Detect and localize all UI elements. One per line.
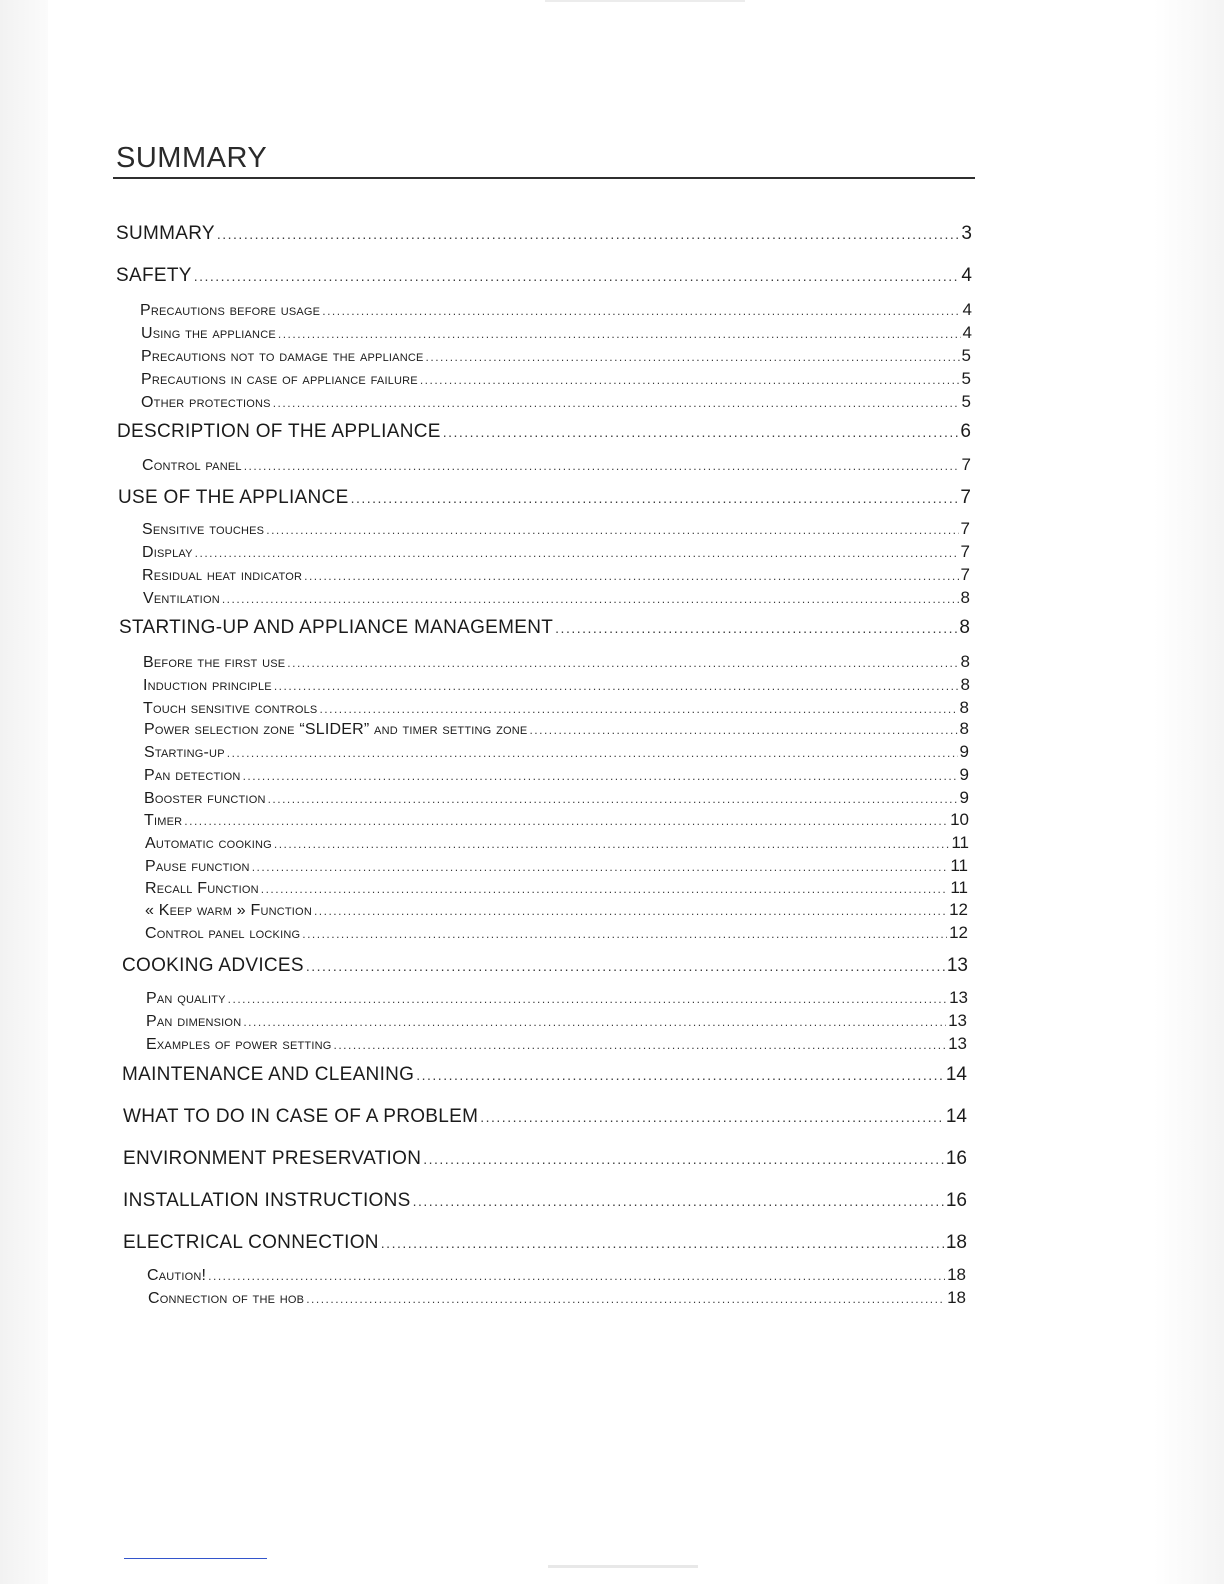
dot-leader [208, 1269, 945, 1283]
toc-page-number: 8 [960, 588, 970, 607]
toc-section[interactable] [123, 1232, 967, 1256]
toc-label: Control panel [142, 457, 242, 474]
toc-subsection[interactable] [145, 878, 968, 898]
dot-leader [278, 327, 961, 341]
toc-label: Timer [144, 812, 183, 829]
dot-leader [306, 958, 945, 974]
toc-label: Precautions not to damage the appliance [141, 348, 424, 365]
toc-subsection[interactable] [141, 369, 971, 389]
toc-label: Automatic cooking [145, 835, 272, 852]
dot-leader [306, 1292, 945, 1306]
toc-subsection[interactable] [144, 742, 969, 762]
toc-section[interactable] [116, 265, 972, 289]
dot-leader [228, 992, 947, 1006]
toc-label: Examples of power setting [146, 1036, 332, 1053]
toc-section[interactable] [123, 1190, 967, 1214]
toc-label: Pan detection [144, 767, 241, 784]
toc-page-number: 7 [960, 542, 970, 561]
toc-subsection[interactable] [143, 652, 970, 672]
toc-page-number: 8 [960, 675, 970, 694]
toc-page-number: 10 [950, 810, 969, 829]
toc-label: Before the first use [143, 654, 286, 671]
toc-section[interactable] [116, 223, 972, 247]
toc-label: Pause function [145, 858, 250, 875]
toc-page-number: 18 [947, 1288, 966, 1307]
toc-page-number: 11 [950, 856, 968, 875]
toc-page-number: 13 [948, 1011, 967, 1030]
page-title: SUMMARY [116, 142, 268, 174]
dot-leader [222, 592, 959, 606]
dot-leader [351, 490, 959, 506]
dot-leader [420, 373, 960, 387]
toc-section[interactable] [119, 617, 970, 641]
toc-subsection[interactable] [145, 900, 968, 920]
toc-page-number: 13 [946, 955, 968, 976]
toc-label: Pan dimension [146, 1013, 242, 1030]
toc-page-number: 5 [961, 369, 971, 388]
dot-leader [274, 679, 959, 693]
toc-label: Using the appliance [141, 325, 276, 342]
toc-label: SUMMARY [116, 223, 215, 244]
toc-page-number: 4 [961, 265, 972, 286]
toc-label: Sensitive touches [142, 521, 265, 538]
toc-subsection[interactable] [143, 588, 970, 608]
dot-leader [268, 792, 958, 806]
dot-leader [426, 350, 960, 364]
scan-mark-bottom [548, 1565, 698, 1568]
dot-leader [555, 620, 957, 636]
toc-label: Residual heat indicator [142, 567, 303, 584]
toc-page-number: 16 [945, 1148, 967, 1169]
dot-leader [184, 814, 948, 828]
toc-subsection[interactable] [143, 675, 970, 695]
toc-section[interactable] [123, 1148, 967, 1172]
footer-link-underline [124, 1558, 267, 1559]
dot-leader [194, 268, 960, 284]
toc-subsection[interactable] [145, 923, 968, 943]
toc-label: USE OF THE APPLIANCE [118, 487, 349, 508]
toc-subsection[interactable] [142, 542, 970, 562]
dot-leader [266, 523, 958, 537]
toc-page-number: 9 [959, 788, 969, 807]
toc-subsection[interactable] [140, 300, 972, 320]
toc-subsection[interactable] [144, 719, 969, 739]
dot-leader [261, 882, 949, 896]
toc-subsection[interactable] [143, 698, 969, 718]
toc-label: SAFETY [116, 265, 192, 286]
toc-subsection[interactable] [146, 988, 968, 1008]
toc-subsection[interactable] [144, 810, 969, 830]
dot-leader [381, 1235, 944, 1251]
toc-page-number: 16 [945, 1190, 967, 1211]
dot-leader [273, 396, 960, 410]
toc-page-number: 4 [962, 300, 972, 319]
toc-subsection[interactable] [141, 323, 972, 343]
toc-subsection[interactable] [148, 1288, 966, 1308]
toc-section[interactable] [123, 1106, 967, 1130]
dot-leader [244, 459, 960, 473]
dot-leader [304, 569, 958, 583]
toc-subsection[interactable] [141, 346, 971, 366]
toc-label: Booster function [144, 790, 266, 807]
dot-leader [322, 304, 960, 318]
toc-section[interactable] [118, 487, 971, 511]
toc-subsection[interactable] [142, 455, 971, 475]
toc-label: Display [142, 544, 193, 561]
toc-label: Pan quality [146, 990, 226, 1007]
dot-leader [333, 1038, 946, 1052]
toc-label: Connection of the hob [148, 1290, 305, 1307]
toc-page-number: 9 [959, 742, 969, 761]
toc-label: DESCRIPTION OF THE APPLIANCE [117, 421, 441, 442]
toc-page-number: 11 [950, 878, 968, 897]
toc-label: ENVIRONMENT PRESERVATION [123, 1148, 422, 1169]
toc-label: Power selection zone “SLIDER” and timer setting zone [144, 721, 528, 738]
dot-leader [529, 723, 957, 737]
toc-page-number: 8 [959, 719, 969, 738]
dot-leader [416, 1067, 944, 1083]
dot-leader [243, 1015, 946, 1029]
toc-page-number: 8 [959, 698, 969, 717]
toc-page-number: 14 [945, 1064, 967, 1085]
toc-page-number: 7 [960, 487, 971, 508]
toc-label: Induction principle [143, 677, 272, 694]
toc-page-number: 5 [961, 392, 971, 411]
toc-label: STARTING-UP AND APPLIANCE MANAGEMENT [119, 617, 554, 638]
toc-label: Precautions in case of appliance failure [141, 371, 418, 388]
dot-leader [274, 837, 949, 851]
toc-page-number: 5 [961, 346, 971, 365]
toc-page-number: 3 [961, 223, 972, 244]
toc-page-number: 8 [960, 652, 970, 671]
toc-subsection[interactable] [144, 765, 969, 785]
toc-label: Other protections [141, 394, 271, 411]
dot-leader [217, 226, 960, 242]
toc-subsection[interactable] [147, 1265, 966, 1285]
toc-page-number: 14 [945, 1106, 967, 1127]
toc-label: COOKING ADVICES [122, 955, 304, 976]
dot-leader [227, 746, 958, 760]
dot-leader [302, 927, 947, 941]
dot-leader [443, 424, 959, 440]
toc-label: Recall Function [145, 880, 259, 897]
toc-label: Ventilation [143, 590, 220, 607]
dot-leader [252, 860, 949, 874]
dot-leader [413, 1193, 944, 1209]
toc-page-number: 9 [959, 765, 969, 784]
toc-label: Starting-up [144, 744, 225, 761]
toc-page-number: 11 [951, 833, 969, 852]
toc-page-number: 18 [945, 1232, 967, 1253]
toc-label: Control panel locking [145, 925, 301, 942]
dot-leader [480, 1109, 944, 1125]
toc-label: « Keep warm » Function [145, 902, 312, 919]
toc-subsection[interactable] [142, 519, 970, 539]
toc-subsection[interactable] [146, 1034, 967, 1054]
toc-subsection[interactable] [142, 565, 970, 585]
toc-label: INSTALLATION INSTRUCTIONS [123, 1190, 411, 1211]
toc-page-number: 18 [947, 1265, 966, 1284]
toc-subsection[interactable] [141, 392, 971, 412]
toc-page-number: 7 [961, 455, 971, 474]
toc-page-number: 13 [948, 1034, 967, 1053]
toc-page-number: 7 [960, 565, 970, 584]
toc-page-number: 7 [960, 519, 970, 538]
dot-leader [195, 546, 959, 560]
toc-section[interactable] [122, 1064, 967, 1088]
toc-label: MAINTENANCE AND CLEANING [122, 1064, 415, 1085]
toc-label: Precautions before usage [140, 302, 321, 319]
toc-subsection[interactable] [144, 788, 969, 808]
toc-page-number: 6 [960, 421, 971, 442]
toc-label: Caution! [147, 1267, 207, 1284]
dot-leader [423, 1151, 944, 1167]
toc-section[interactable] [122, 955, 968, 979]
toc-label: WHAT TO DO IN CASE OF A PROBLEM [123, 1106, 479, 1127]
toc-page-number: 12 [949, 900, 968, 919]
toc-label: ELECTRICAL CONNECTION [123, 1232, 379, 1253]
toc-section[interactable] [117, 421, 971, 445]
dot-leader [287, 656, 958, 670]
toc-page-number: 12 [949, 923, 968, 942]
toc-subsection[interactable] [146, 1011, 967, 1031]
dot-leader [314, 904, 947, 918]
toc-page-number: 4 [962, 323, 972, 342]
toc-subsection[interactable] [145, 856, 968, 876]
dot-leader [243, 769, 958, 783]
toc-subsection[interactable] [145, 833, 969, 853]
dot-leader [319, 702, 957, 716]
toc-page-number: 8 [959, 617, 970, 638]
toc-page-number: 13 [949, 988, 968, 1007]
toc-label: Touch sensitive controls [143, 700, 318, 717]
